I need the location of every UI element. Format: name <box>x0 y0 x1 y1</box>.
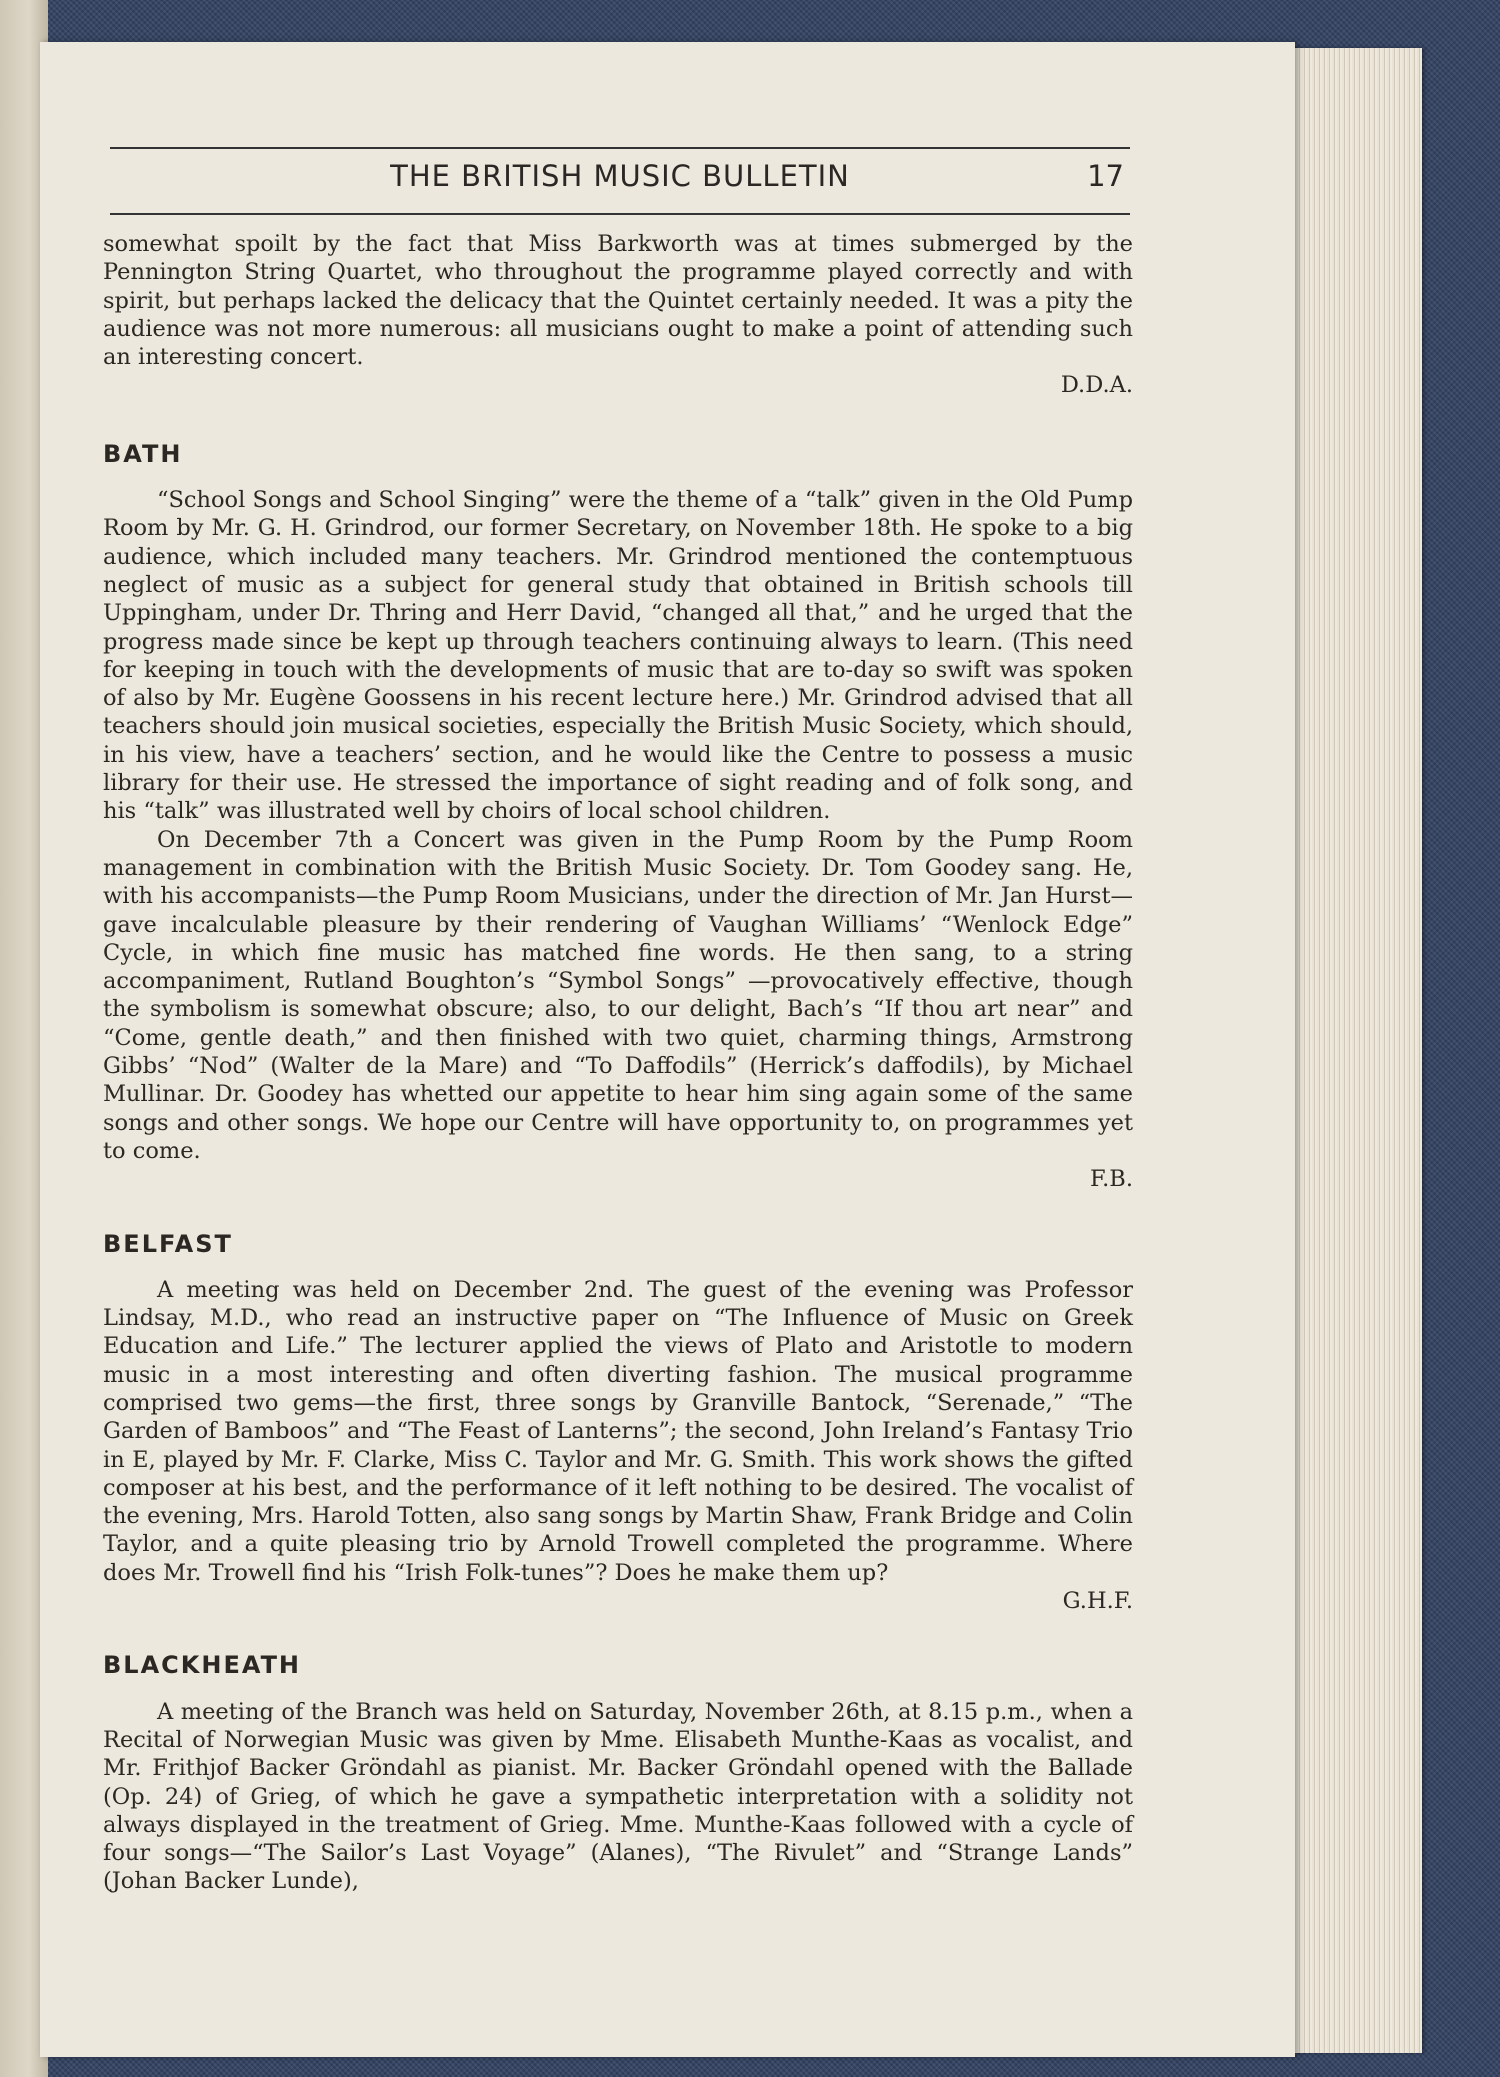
bath-paragraph-2: On December 7th a Concert was given in the Pump Room by the Pump Room management in combination with the British Music Society. Dr. Tom Goodey sang. He, with his accompanists—the Pump Room Musicians, under the direction of Mr. Jan Hurst—gave incalculable pleasure by their rendering of Vaughan Williams’ “Wenlock Edge” Cycle, in which fine music has matched fine words. He then sang, to a string accompaniment, Rutland Boughton’s “Symbol Songs” —provocatively effective, though the symbolism is somewhat obscure; also, to our delight, Bach’s “If thou art near” and “Come, gentle death,” and then finished with two quiet, charming things, Armstrong Gibbs’ “Nod” (Walter de la Mare) and “To Daffodils” (Herrick’s daffodils), by Michael Mullinar. Dr. Goodey has whetted our appetite to hear him sing again some of the same songs and other songs. We hope our Centre will have opportunity to, on programmes yet to come. <box>103 826 1133 1164</box>
article-body <box>103 230 1133 1896</box>
journal-title: THE BRITISH MUSIC BULLETIN <box>390 159 850 193</box>
section-heading-bath: BATH <box>103 439 183 468</box>
section-heading-belfast: BELFAST <box>103 1229 233 1258</box>
belfast-paragraph-1: A meeting was held on December 2nd. The guest of the evening was Professor Lindsay, M.D., who read an instructive paper on “The Influence of Music on Greek Education and Life.” The lecturer applied the views of Plato and Aristotle to modern music in a most interesting and often diverting fashion. The musical programme comprised two gems—the first, three songs by Granville Bantock, “Serenade,” “The Garden of Bamboos” and “The Feast of Lanterns”; the second, John Ireland’s Fantasy Trio in E, played by Mr. F. Clarke, Miss C. Taylor and Mr. G. Smith. This work shows the gifted composer at his best, and the performance of it left nothing to be desired. The vocalist of the evening, Mrs. Harold Totten, also sang songs by Martin Shaw, Frank Bridge and Colin Taylor, and a quite pleasing trio by Arnold Trowell completed the programme. Where does Mr. Trowell find his “Irish Folk-tunes”? Does he make them up? <box>103 1276 1133 1586</box>
section-heading-blackheath: BLACKHEATH <box>103 1651 302 1680</box>
page-block-edges <box>1282 48 1422 2053</box>
page-number: 17 <box>1087 159 1124 193</box>
intro-paragraph: somewhat spoilt by the fact that Miss Barkworth was at times submerged by the Pennington String Quartet, who throughout the programme played correctly and with spirit, but perhaps lacked the delicacy that the Quintet certainly needed. It was a pity the audience was not more numerous: all musicians ought to make a point of attending such an interesting concert. <box>103 231 1133 371</box>
running-head <box>110 147 1130 215</box>
bath-paragraph-1: “School Songs and School Singing” were the theme of a “talk” given in the Old Pump Room by Mr. G. H. Grindrod, our former Secretary, on November 18th. He spoke to a big audience, which included many teachers. Mr. Grindrod mentioned the contemptuous neglect of music as a subject for general study that obtained in British schools till Uppingham, under Dr. Thring and Herr David, “changed all that,” and he urged that the progress made since be kept up through teachers continuing always to learn. (This need for keeping in touch with the developments of music that are to-day so swift was spoken of also by Mr. Eugène Goossens in his recent lecture here.) Mr. Grindrod advised that all teachers should join musical societies, especially the British Music Society, which should, in his view, have a teachers’ section, and he would like the Centre to possess a music library for their use. He stressed the importance of sight reading and of folk song, and his “talk” was illustrated well by choirs of local school children. <box>103 487 1133 825</box>
bath-signature: F.B. <box>1090 1166 1133 1193</box>
belfast-signature: G.H.F. <box>1062 1588 1133 1615</box>
intro-signature: D.D.A. <box>1060 372 1133 399</box>
blackheath-paragraph-1: A meeting of the Branch was held on Saturday, November 26th, at 8.15 p.m., when a Recital of Norwegian Music was given by Mme. Elisabeth Munthe-Kaas as vocalist, and Mr. Frithjof Backer Gröndahl as pianist. Mr. Backer Gröndahl opened with the Ballade (Op. 24) of Grieg, of which he gave a sympathetic interpretation with a solidity not always displayed in the treatment of Grieg. Mme. Munthe-Kaas followed with a cycle of four songs—“The Sailor’s Last Voyage” (Alanes), “The Rivulet” and “Strange Lands” (Johan Backer Lunde), <box>103 1698 1133 1895</box>
